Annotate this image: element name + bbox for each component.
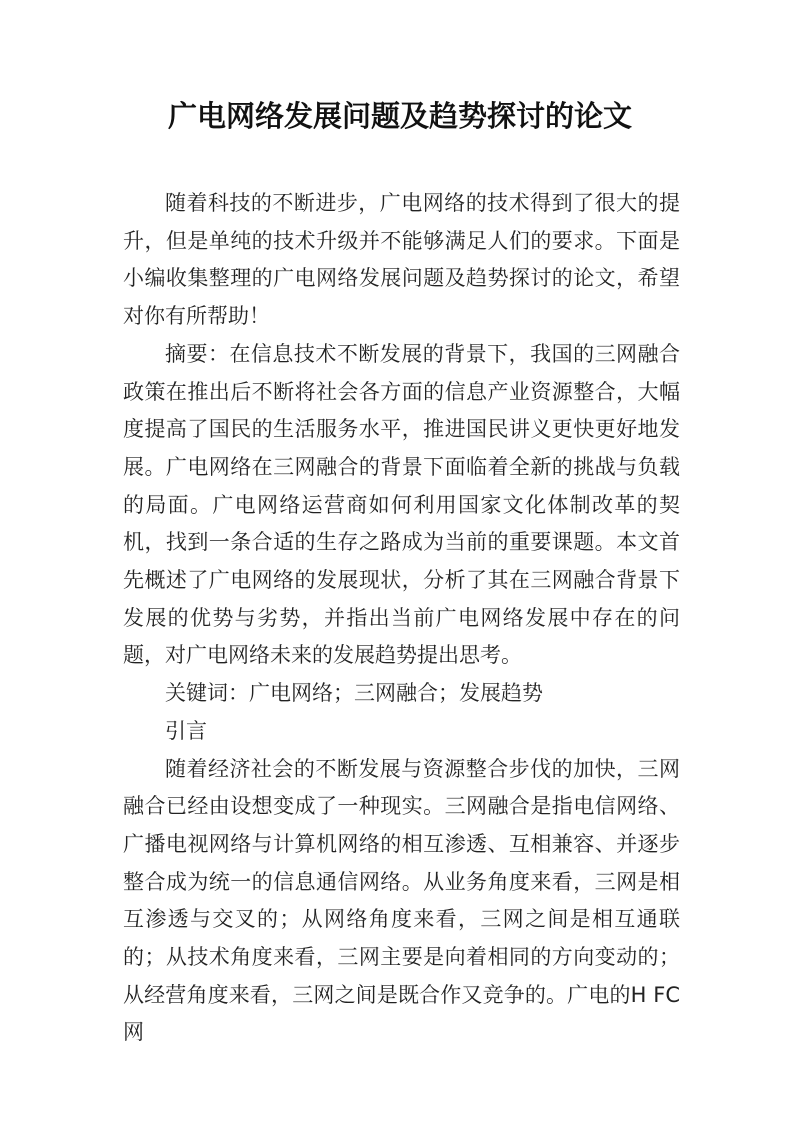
paragraph-introduction-heading: 引言 — [165, 718, 207, 743]
paragraph-abstract: 摘要：在信息技术不断发展的背景下，我国的三网融合政策在推出后不断将社会各方面的信息产业资源整合，大幅度提高了国民的生活服务水平，推进国民讲义更快更好地发展。广电网络在三网融合的背景下面临着全新的挑战与负载的局面。广电网络运营商如何利用国家文化体制改革的契机，找到一条合适的生存之路成为当前的重要课题。本文首先概述了广电网络的发展现状，分析了其在三网融合背景下发展的优势与劣势，并指出当前广电网络发展中存在的问题，对广电网络未来的发展趋势提出思考。 — [123, 341, 680, 668]
document-body — [123, 185, 680, 1052]
paragraph-intro: 随着科技的不断进步，广电网络的技术得到了很大的提升，但是单纯的技术升级并不能够满足人们的要求。下面是小编收集整理的广电网络发展问题及趋势探讨的论文，希望对你有所帮助！ — [123, 191, 680, 329]
document-title: 广电网络发展问题及趋势探讨的论文 — [167, 99, 632, 133]
paragraph-keywords: 关键词：广电网络；三网融合；发展趋势 — [165, 681, 543, 706]
paragraph-introduction-body: 随着经济社会的不断发展与资源整合步伐的加快，三网融合已经由设想变成了一种现实。三网融合是指电信网络、广播电视网络与计算机网络的相互渗透、互相兼容、并逐步整合成为统一的信息通信网络。从业务角度来看，三网是相互渗透与交叉的；从网络角度来看，三网之间是相互通联的；从技术角度来看，三网主要是向着相同的方向变动的；从经营角度来看，三网之间是既合作又竞争的。广电的H FC 网 — [123, 756, 680, 1045]
